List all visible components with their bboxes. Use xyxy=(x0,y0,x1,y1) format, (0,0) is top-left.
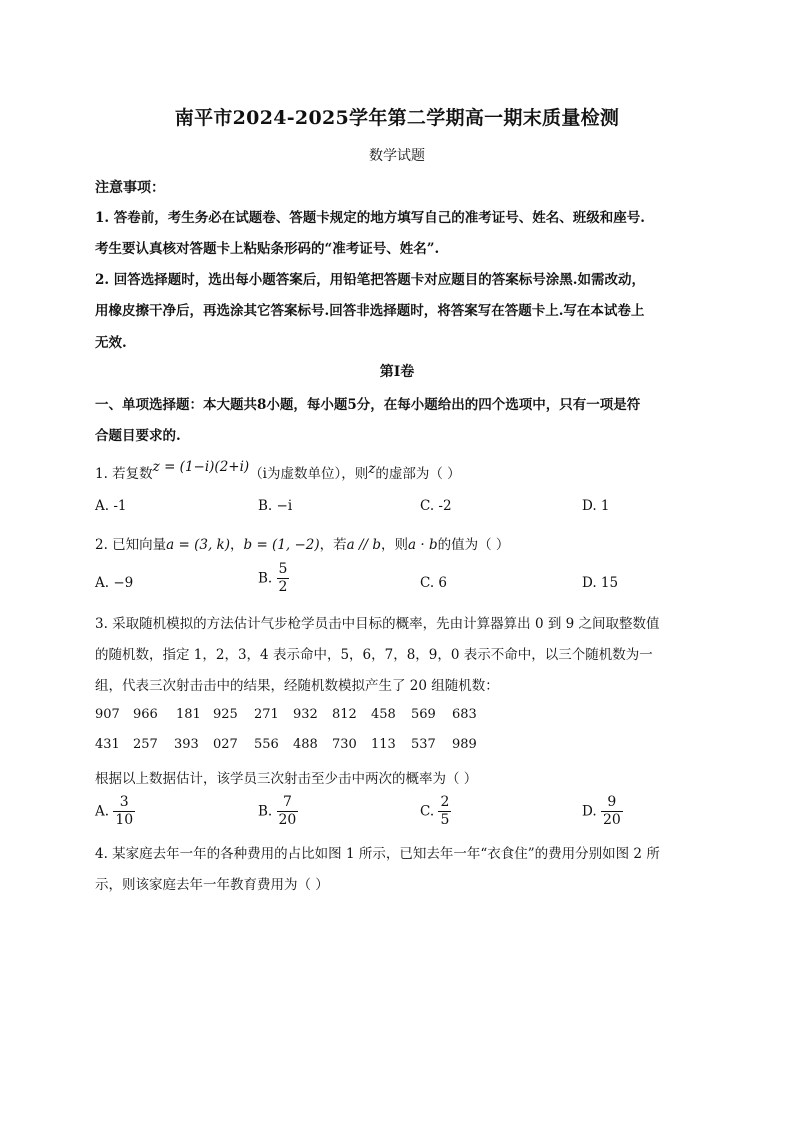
question-3-option-a-label: A. xyxy=(95,803,110,820)
question-2-condition-prefix: ，若 xyxy=(319,537,347,553)
notice-item-1-line-2: 考生要认真核对答题卡上粘贴条形码的“准考证号、姓名”. xyxy=(95,241,440,257)
question-2-vector-a: a = (3, k) xyxy=(166,537,231,553)
fraction-numerator: 9 xyxy=(607,794,617,810)
question-3-option-c-fraction xyxy=(438,795,451,829)
random-number: 181 xyxy=(176,707,201,722)
notice-item-2-line-2: 用橡皮擦干净后，再选涂其它答案标号.回答非选择题时，将答案写在答题卡上.写在本试卷上 xyxy=(95,303,645,319)
question-3-option-c xyxy=(420,795,451,829)
fraction-numerator: 5 xyxy=(278,561,288,577)
random-number: 683 xyxy=(452,707,477,722)
random-number: 932 xyxy=(293,707,318,722)
random-number: 966 xyxy=(133,707,158,722)
question-3-option-d xyxy=(582,795,623,829)
question-1-option-b: B. −i xyxy=(258,498,293,514)
question-3-question: 根据以上数据估计，该学员三次射击至少击中两次的概率为（ ） xyxy=(95,771,478,787)
random-number: 431 xyxy=(95,737,120,752)
question-2-tail: 的值为（ ） xyxy=(437,537,510,553)
question-3-option-c-label: C. xyxy=(420,803,435,820)
question-2-option-d: D. 15 xyxy=(582,575,619,591)
question-1-option-c: C. -2 xyxy=(420,498,452,514)
random-number: 925 xyxy=(213,707,238,722)
section-1-line-1: 一、单项选择题：本大题共8小题，每小题5分，在每小题给出的四个选项中，只有一项是符 xyxy=(95,397,641,413)
random-number: 569 xyxy=(411,707,436,722)
section-1-line-2: 合题目要求的. xyxy=(95,428,181,444)
part-heading: 第I卷 xyxy=(379,364,415,380)
fraction-denominator: 2 xyxy=(278,579,288,596)
random-number: 556 xyxy=(254,737,279,752)
question-3-option-a xyxy=(95,795,135,829)
random-number: 812 xyxy=(332,707,357,722)
question-3-option-b xyxy=(258,795,298,829)
question-1-suffix: （i为虚数单位），则 xyxy=(249,466,369,482)
question-3-line-3: 组，代表三次射击击中的结果，经随机数模拟产生了 20 组随机数： xyxy=(95,678,499,694)
question-1-z: z xyxy=(368,461,376,477)
question-1-tail: 的虚部为（ ） xyxy=(375,466,461,482)
fraction-denominator: 5 xyxy=(440,812,450,829)
question-2-dot-product: a · b xyxy=(408,537,438,553)
question-1-stem xyxy=(95,459,461,482)
random-number: 027 xyxy=(213,737,238,752)
fraction-numerator: 7 xyxy=(282,794,292,810)
random-number: 271 xyxy=(254,707,279,722)
question-2-condition: a // b xyxy=(346,537,382,553)
exam-title: 南平市2024-2025学年第二学期高一期末质量检测 xyxy=(174,107,620,129)
question-1-option-a: A. -1 xyxy=(95,498,127,514)
random-number: 907 xyxy=(95,707,120,722)
question-1-prefix: 1. 若复数 xyxy=(95,466,153,482)
question-2-prefix: 2. 已知向量 xyxy=(95,537,167,553)
question-3-option-d-label: D. xyxy=(582,803,597,820)
question-3-line-1: 3. 采取随机模拟的方法估计气步枪学员击中目标的概率，先由计算器算出 0 到 9 之间取整数值 xyxy=(95,616,660,632)
question-3-option-a-fraction xyxy=(113,795,135,829)
fraction-numerator: 3 xyxy=(119,794,129,810)
question-1-formula: z = (1−i)(2+i) xyxy=(152,459,250,475)
random-number: 989 xyxy=(452,737,477,752)
exam-subtitle: 数学试题 xyxy=(369,148,425,164)
question-2-vector-b: b = (1, −2) xyxy=(243,537,320,553)
random-number: 537 xyxy=(411,737,436,752)
notice-item-1-line-1: 1. 答卷前，考生务必在试题卷、答题卡规定的地方填写自己的准考证号、姓名、班级和座号. xyxy=(95,210,645,226)
fraction-numerator: 2 xyxy=(440,794,450,810)
random-number: 730 xyxy=(332,737,357,752)
question-2-option-b-label: B. xyxy=(258,570,273,587)
question-2-option-b-fraction xyxy=(277,562,290,596)
question-2-stem xyxy=(95,533,509,553)
question-3-option-b-label: B. xyxy=(258,803,273,820)
random-number: 113 xyxy=(371,737,396,752)
question-4-line-1: 4. 某家庭去年一年的各种费用的占比如图 1 所示，已知去年一年“衣食住”的费用分别如图 2 所 xyxy=(95,846,660,862)
fraction-denominator: 20 xyxy=(278,812,297,829)
question-3-option-b-fraction xyxy=(277,795,299,829)
fraction-denominator: 20 xyxy=(602,812,621,829)
question-2-option-c: C. 6 xyxy=(420,575,448,591)
notice-item-2-line-1: 2. 回答选择题时，选出每小题答案后，用铅笔把答题卡对应题目的答案标号涂黑.如需改动， xyxy=(95,272,645,288)
question-2-option-b xyxy=(258,562,289,596)
random-number: 488 xyxy=(293,737,318,752)
question-2-mid: ，则 xyxy=(381,537,409,553)
random-number: 458 xyxy=(371,707,396,722)
question-4-line-2: 示，则该家庭去年一年教育费用为（ ） xyxy=(95,877,329,893)
notice-heading: 注意事项： xyxy=(95,180,165,196)
question-3-line-2: 的随机数，指定 1，2，3，4 表示命中，5，6，7，8，9，0 表示不命中，以三个随机数为一 xyxy=(95,647,653,663)
notice-item-2-line-3: 无效. xyxy=(95,335,127,351)
fraction-denominator: 10 xyxy=(115,812,134,829)
question-1-option-d: D. 1 xyxy=(582,498,610,514)
question-3-option-d-fraction xyxy=(601,795,623,829)
question-2-comma: ， xyxy=(230,537,244,553)
random-number: 257 xyxy=(133,737,158,752)
random-number: 393 xyxy=(174,737,199,752)
question-2-option-a: A. −9 xyxy=(95,575,134,591)
